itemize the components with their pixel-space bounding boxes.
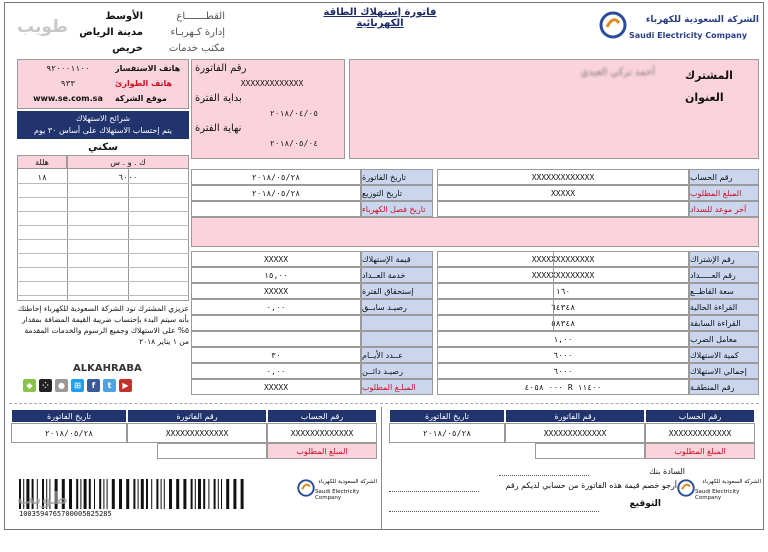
barcode-bar	[169, 479, 172, 509]
watermark-bottom: طويب	[17, 489, 69, 509]
charge-row-label: عــدد الأيــام	[361, 347, 433, 363]
barcode-bar	[218, 479, 219, 509]
invoice-page	[4, 2, 764, 530]
barcode-bar	[226, 479, 229, 509]
charge-row-label: المبلـغ المطلوب	[361, 379, 433, 395]
meter-row-label: إجمالي الاستهلاك	[689, 363, 759, 379]
company-name-en: Saudi Electricity Company	[629, 31, 748, 40]
meter-row-label: رقم العـــــداد	[689, 267, 759, 283]
meter-row-value: XXXXXXXXXXXXX	[437, 251, 689, 267]
barcode-bar	[208, 479, 209, 509]
alkahraba-label: ALKAHRABA	[73, 363, 142, 374]
barcode-bar	[203, 479, 205, 509]
barcode-bar	[80, 479, 81, 509]
blackberry-icon[interactable]: ⁘	[39, 379, 52, 392]
bank-stub-date-label: تاريخ الفاتورة	[11, 409, 127, 423]
barcode-bar	[198, 479, 201, 509]
bank-request-text: أرجو خصم قيمة هذه الفاتورة من حسابي لديكم رقم	[505, 481, 677, 490]
barcode-bar	[112, 479, 115, 509]
account-row-value	[437, 201, 689, 217]
tariff-col-kwh: ك . و . س	[67, 155, 189, 169]
period-end-value: ٢٠١٨/٠٥/٠٤	[269, 138, 319, 148]
charge-row-label: رصيـد سابــق	[361, 299, 433, 315]
barcode-bar	[214, 479, 216, 509]
tariff-col-rate: هللة	[17, 155, 67, 169]
windows-icon[interactable]: ⊞	[71, 379, 84, 392]
period-start-label: بداية الفترة	[195, 92, 242, 104]
meter-row-value: XXXXXXXXXXXXX	[437, 267, 689, 283]
date-row-label: تاريخ فصل الكهرباء	[361, 201, 433, 217]
facebook-icon[interactable]: f	[87, 379, 100, 392]
office-value: خريص	[112, 43, 143, 54]
barcode-bar	[183, 479, 186, 509]
barcode-bar	[191, 479, 193, 509]
website-label: موقع الشركة	[115, 93, 167, 103]
android-icon[interactable]: ◆	[23, 379, 36, 392]
meter-row-value: ١,٠٠	[437, 331, 689, 347]
meter-row-label: معامل الضرب	[689, 331, 759, 347]
address-label: العنوان	[685, 90, 724, 104]
meter-row-label: سعة القاطــع	[689, 283, 759, 299]
charge-row-label: رصيـد دائــن	[361, 363, 433, 379]
barcode-bar	[161, 479, 162, 509]
bank-stub-amount-label: المبلغ المطلوب	[267, 443, 377, 459]
barcode-bar	[151, 479, 152, 509]
stub-left-company-ar: الشركة السعودية للكهرباء	[318, 479, 377, 485]
office-label: مكتب خدمات	[168, 43, 225, 54]
tariff-kwh-value: ٦٠٠٠	[118, 172, 138, 182]
charge-row-value: XXXXX	[191, 283, 361, 299]
stub-company-en: Saudi Electricity Company	[695, 489, 740, 501]
vat-notice: عزيزي المشترك تود الشركة السعودية للكهرباء إحاطتك بأنه سيتم البدء بإحتساب ضريبة القيمة المضافة بمقدار ٥% على الاستهلاك وجميع الرسوم والخدمات المقدمة من ١ يناير ٢٠١٨	[17, 304, 189, 346]
subscriber-value: أحمد تركي العيدي	[580, 67, 655, 78]
barcode-bar	[94, 479, 95, 509]
meter-row-label: القراءة السابقة	[689, 315, 759, 331]
barcode-bar	[133, 479, 135, 509]
emergency-label: هاتف الطوارئ	[115, 78, 173, 88]
watermark-top: طويب	[17, 17, 69, 37]
barcode-bar	[89, 479, 91, 509]
tariff-rate-value: ١٨	[37, 172, 47, 182]
stub-logo-left-icon	[297, 479, 315, 497]
stub-logo-icon	[677, 479, 695, 497]
youtube-icon[interactable]: ▶	[119, 379, 132, 392]
company-name-ar: الشركة السعودية للكهرباء	[645, 15, 759, 25]
sector-label: القطـــــــاع	[176, 11, 225, 22]
meter-row-value: ١٦٠	[437, 283, 689, 299]
charge-row-label	[361, 331, 433, 347]
signature-label: التوقيع	[629, 499, 661, 509]
date-row-value: ٢٠١٨/٠٥/٢٨	[191, 169, 361, 185]
invoice-no-value: XXXXXXXXXXXXX	[240, 78, 304, 88]
customer-stub-invoice-value: XXXXXXXXXXXXX	[505, 423, 645, 443]
apple-icon[interactable]: ●	[55, 379, 68, 392]
charge-row-value	[191, 315, 361, 331]
meter-row-label: كمية الاستهلاك	[689, 347, 759, 363]
notice-bar	[191, 217, 759, 247]
charge-row-value: ٠,٠٠	[191, 363, 361, 379]
meter-row-value: ٥٨٣٤٨	[437, 315, 689, 331]
bank-stub-amount-value	[157, 443, 267, 459]
barcode-bar	[241, 479, 244, 509]
bank-stub-invoice-value: XXXXXXXXXXXXX	[127, 423, 267, 443]
admin-label: إدارة كـهربـاء	[170, 27, 225, 38]
sector-value: الأوسط	[105, 11, 143, 22]
charge-row-value: ١٥,٠٠	[191, 267, 361, 283]
barcode-bar	[195, 479, 196, 509]
barcode-bar	[119, 479, 122, 509]
account-row-label: آخر موعد للسداد	[689, 201, 759, 217]
meter-row-value: ٠٠٠ ٤٠٥٨ R ١١٤٠٠	[437, 379, 689, 395]
barcode-bar	[99, 479, 101, 509]
stub-left-company-en: Saudi Electricity Company	[315, 489, 360, 501]
date-row-value	[191, 201, 361, 217]
bank-stub-invoice-label: رقم الفاتورة	[127, 409, 267, 423]
website-value[interactable]: www.se.com.sa	[33, 93, 103, 103]
account-row-value: XXXXXXXXXXXXX	[437, 169, 689, 185]
emergency-value: ٩٣٣	[60, 78, 76, 88]
barcode-bar	[141, 479, 144, 509]
sec-logo-icon	[599, 11, 627, 39]
bank-stub-date-value: ٢٠١٨/٠٥/٢٨	[11, 423, 127, 443]
twitter-icon[interactable]: t	[103, 379, 116, 392]
invoice-no-label: رقم الفاتورة	[195, 62, 247, 74]
inquiry-label: هاتف الاستفسار	[115, 63, 181, 73]
barcode-bar	[164, 479, 165, 509]
stub-company-ar: الشركة السعودية للكهرباء	[702, 479, 761, 485]
barcode-bar	[103, 479, 104, 509]
barcode-bar	[138, 479, 139, 509]
date-row-value: ٢٠١٨/٠٥/٢٨	[191, 185, 361, 201]
invoice-title: فاتورة إستهلاك الطاقة الكهربائية	[323, 7, 437, 29]
tariff-category: سكني	[88, 141, 118, 153]
tariff-title: شرائح الاستهلاك	[75, 113, 131, 123]
customer-stub-invoice-label: رقم الفاتورة	[505, 409, 645, 423]
charge-row-label: قيمة الإستهلاك	[361, 251, 433, 267]
bank-stub-account-value: XXXXXXXXXXXXX	[267, 423, 377, 443]
barcode-bar	[156, 479, 158, 509]
charge-row-value: XXXXX	[191, 251, 361, 267]
barcode-bar	[107, 479, 108, 509]
date-row-label: تاريخ التوزيع	[361, 185, 433, 201]
date-row-label: تاريخ الفاتورة	[361, 169, 433, 185]
meter-row-value: ٦٠٠٠	[437, 347, 689, 363]
barcode-bar	[126, 479, 129, 509]
barcode-bar	[146, 479, 148, 509]
barcode-number: 1003594765700005825285	[19, 510, 112, 518]
meter-row-label: القراءة الحالية	[689, 299, 759, 315]
meter-row-label: رقم الإشتراك	[689, 251, 759, 267]
barcode-bar	[221, 479, 222, 509]
tariff-subtitle: يتم إحتساب الاستهلاك على أساس ٣٠ يوم	[34, 125, 172, 135]
charge-row-label	[361, 315, 433, 331]
meter-row-value: ٦٤٣٤٨	[437, 299, 689, 315]
barcode-bar	[84, 479, 87, 509]
charge-row-value: XXXXX	[191, 379, 361, 395]
customer-stub-account-label: رقم الحساب	[645, 409, 755, 423]
charge-row-value	[191, 331, 361, 347]
meter-row-label: رقم المنطقـة	[689, 379, 759, 395]
subscriber-label: المشترك	[685, 68, 733, 82]
inquiry-value: ٩٢٠٠٠١١٠٠	[46, 63, 90, 73]
customer-stub-amount-label: المبلغ المطلوب	[645, 443, 755, 459]
account-row-label: المبلغ المطلوب	[689, 185, 759, 201]
charge-row-value: ٣٠	[191, 347, 361, 363]
meter-row-value: ٦٠٠٠	[437, 363, 689, 379]
barcode-bar	[233, 479, 236, 509]
charge-row-label: خدمة العــداد	[361, 267, 433, 283]
account-row-value: XXXXX	[437, 185, 689, 201]
barcode-bar	[76, 479, 78, 509]
customer-stub-account-value: XXXXXXXXXXXXX	[645, 423, 755, 443]
customer-stub-amount-value	[535, 443, 645, 459]
period-end-label: نهاية الفترة	[195, 122, 242, 134]
bank-stub-account-label: رقم الحساب	[267, 409, 377, 423]
barcode-bar	[176, 479, 179, 509]
bank-to-label: السادة بنك	[649, 467, 685, 476]
admin-value: مدينة الرياض	[79, 27, 143, 38]
barcode-bar	[69, 479, 72, 509]
charge-row-value: ٠,٠٠	[191, 299, 361, 315]
customer-stub-date-value: ٢٠١٨/٠٥/٢٨	[389, 423, 505, 443]
period-start-value: ٢٠١٨/٠٤/٠٥	[269, 108, 319, 118]
account-row-label: رقم الحساب	[689, 169, 759, 185]
customer-stub-date-label: تاريخ الفاتورة	[389, 409, 505, 423]
charge-row-label: إستحقاق الفترة	[361, 283, 433, 299]
